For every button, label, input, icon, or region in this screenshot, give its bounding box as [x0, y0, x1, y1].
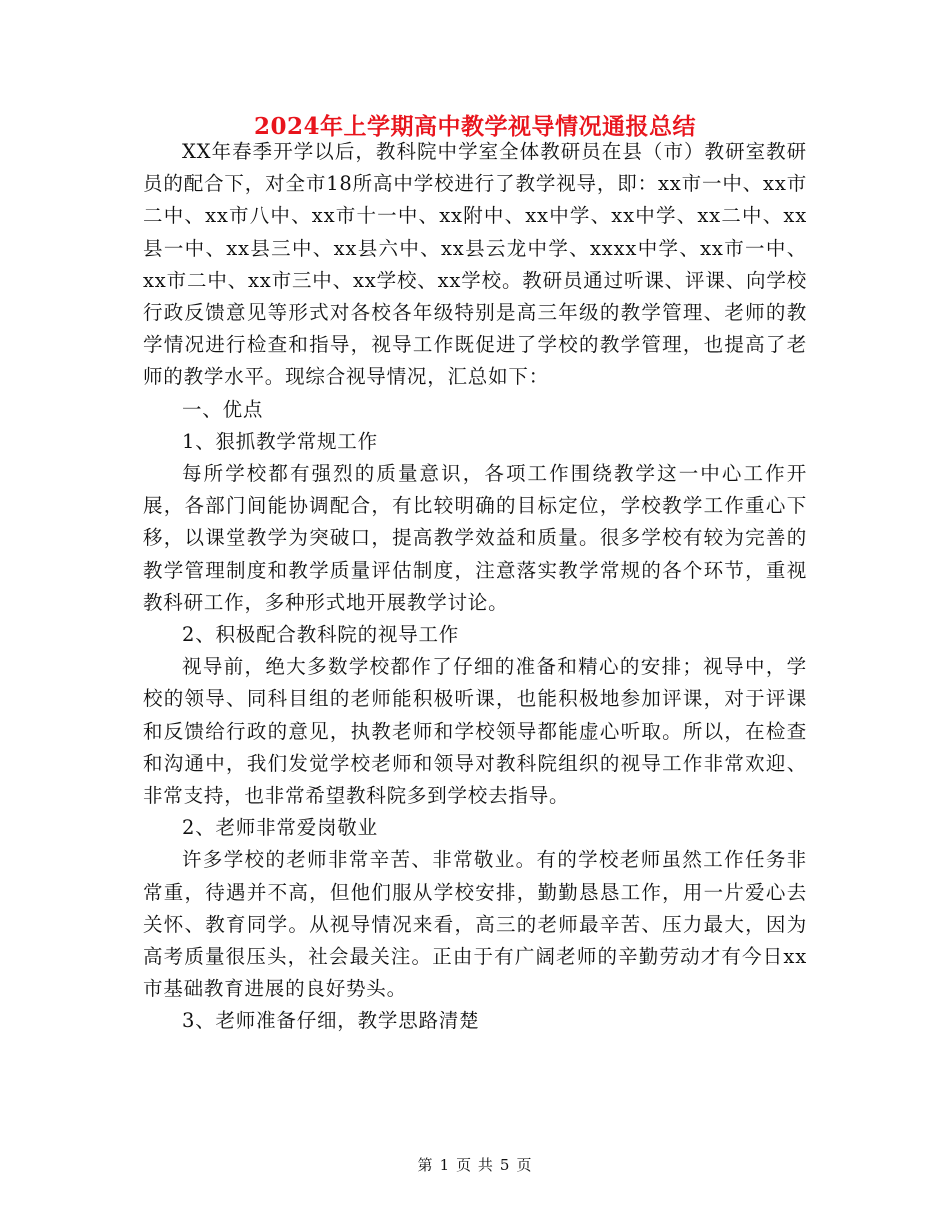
paragraph-intro: XX年春季开学以后，教科院中学室全体教研员在县（市）教研室教研员的配合下，对全市18所高中学校进行了教学视导，即：xx市一中、xx市二中、xx市八中、xx市十一中、xx附中、xx中学、xx中学、xx二中、xx县一中、xx县三中、xx县六中、xx县云龙中学、xxxx中学、xx市一中、xx市二中、xx市三中、xx学校、xx学校。教研员通过听课、评课、向学校行政反馈意见等形式对各校各年级特别是高三年级的教学管理、老师的教学情况进行检查和指导，视导工作既促进了学校的教学管理，也提高了老师的教学水平。现综合视导情况，汇总如下：	[143, 140, 807, 389]
footer-total-pages: 5	[499, 1156, 511, 1174]
footer-prefix: 第	[417, 1156, 434, 1174]
paragraph-3: 许多学校的老师非常辛苦、非常敬业。有的学校老师虽然工作任务非常重，待遇并不高，但他们服从学校安排，勤勤恳恳工作，用一片爱心去关怀、教育同学。从视导情况来看，高三的老师最辛苦、压力最大，因为高考质量很压头，社会最关注。正由于有广阔老师的辛勤劳动才有今日xx市基础教育进展的良好势头。	[143, 848, 807, 1001]
paragraph-2: 视导前，绝大多数学校都作了仔细的准备和精心的安排；视导中，学校的领导、同科目组的老师能积极听课，也能积极地参加评课，对于评课和反馈给行政的意见，执教老师和学校领导都能虚心听取。所以，在检查和沟通中，我们发觉学校老师和领导对教科院组织的视导工作非常欢迎、非常支持，也非常希望教科院多到学校去指导。	[143, 655, 807, 808]
subheading-2b: 2、老师非常爱岗敬业	[182, 816, 378, 840]
footer-suffix: 页	[516, 1156, 533, 1174]
heading-advantages: 一、优点	[182, 397, 264, 421]
page-footer	[0, 1154, 950, 1176]
paragraph-1: 每所学校都有强烈的质量意识，各项工作围绕教学这一中心工作开展，各部门间能协调配合，有比较明确的目标定位，学校教学工作重心下移，以课堂教学为突破口，提高教学效益和质量。很多学校有较为完善的教学管理制度和教学质量评估制度，注意落实教学常规的各个环节，重视教科研工作，多种形式地开展教学讨论。	[143, 462, 807, 614]
subheading-3: 3、老师准备仔细，教学思路清楚	[182, 1009, 480, 1033]
document-body	[143, 136, 807, 1038]
document-title: 2024年上学期高中教学视导情况通报总结	[253, 113, 696, 140]
subheading-2: 2、积极配合教科院的视导工作	[182, 623, 460, 647]
subheading-1: 1、狠抓教学常规工作	[182, 429, 378, 453]
footer-middle: 页 共	[456, 1156, 494, 1174]
footer-page-number: 1	[439, 1156, 451, 1174]
